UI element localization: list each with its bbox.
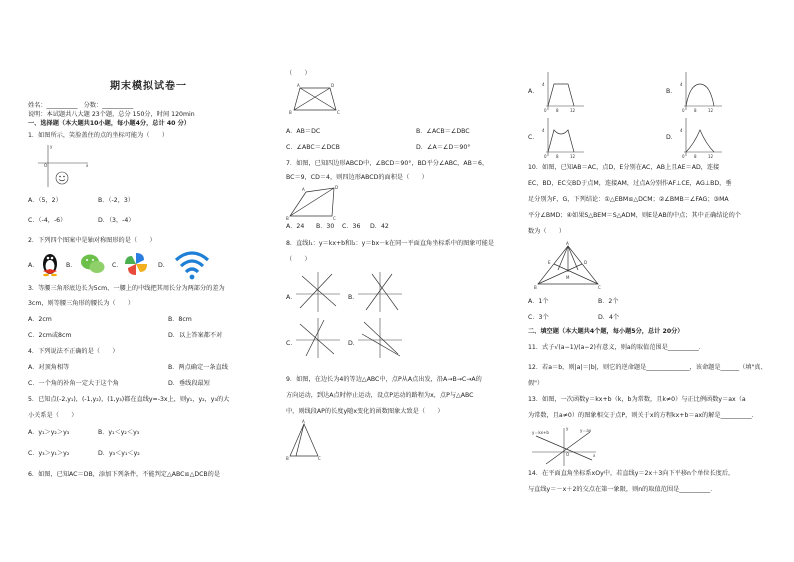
svg-text:8: 8 (694, 108, 697, 113)
q2-option-c: C． (112, 262, 123, 269)
q9-option-a: A． (528, 88, 539, 95)
q7-figure (286, 184, 346, 220)
pinwheel-icon (122, 250, 150, 278)
svg-text:y＝kx+b: y＝kx+b (532, 430, 549, 435)
question-13-line1: 13．如图，一次函数y＝kx+b（k，b为常数，且k≠0）与正比例函数y＝ax（a (528, 396, 746, 403)
question-10-line4: 平分∠BMD；④如果S△BEM＝S△ADM，则E是AB的中点；其中正确结论的个 (528, 212, 741, 219)
q6-option-a: A．AB＝DC (286, 128, 321, 135)
question-14-line1: 14．在平面直角坐标系xOy中，若直线y＝2x＋3向下平移n个单位长度后， (528, 470, 735, 477)
question-10-line1: 10．如图，已知AB＝AC，点D，E分别在AC，AB上且AE＝AD，连接 (528, 164, 720, 171)
section-1-heading: 一、选择题（本大题共10小题，每小题4分，总计 40 分） (28, 120, 190, 127)
q4-option-d: D．垂线段最短 (168, 380, 210, 387)
svg-text:E: E (548, 260, 551, 265)
question-9-line2: 方向运动，到达A点时停止运动，设点P运动的路程为x，点P与△ABC (286, 392, 474, 399)
q8-graph-b (358, 272, 404, 312)
q9-option-c: C． (528, 134, 539, 141)
question-10-line3: 足分别为F，G，下列结论：①△EBM≌△DCM；②∠BMB＝∠FAG；③MA (528, 196, 729, 203)
q9-graph-c (542, 116, 586, 158)
q9-option-d: D． (666, 134, 677, 141)
instructions: 说明：本试题共八大题 23个题，总分 150分，时间 120min (28, 111, 195, 118)
question-10-line5: 数为（ ） (528, 228, 566, 235)
question-3-line1: 3．等腰三角形底边长为5cm，一腰上的中线把其周长分为两部分的差为 (28, 285, 225, 292)
svg-text:C: C (318, 456, 321, 461)
q3-option-a: A．2cm (28, 316, 52, 323)
q2-option-d: D． (158, 262, 169, 269)
svg-text:12: 12 (570, 108, 576, 113)
svg-text:A: A (302, 419, 305, 424)
svg-text:D: D (335, 185, 339, 190)
q5-option-c: C．y₃＞y₁＞y₂ (28, 450, 70, 457)
svg-text:12: 12 (708, 108, 714, 113)
svg-text:y: y (50, 144, 53, 149)
q10-option-b: B．2个 (598, 298, 619, 305)
svg-text:C: C (337, 110, 340, 115)
svg-text:0: 0 (682, 108, 685, 113)
question-2: 2．下列四个图案中是轴对称图形的是（ ） (28, 237, 156, 244)
svg-text:M: M (566, 275, 570, 280)
q4-option-c: C．一个角的补角一定大于这个角 (28, 380, 119, 387)
q10-option-a: A．1个 (528, 298, 549, 305)
q5-option-d: D．y₃＜y₁＜y₂ (98, 450, 140, 457)
q9-option-b: B． (666, 88, 677, 95)
svg-text:4: 4 (680, 128, 683, 133)
q7-option-d: D．42 (370, 223, 389, 230)
q9-graph-a (542, 70, 586, 112)
q6-paren: （ ） (286, 70, 311, 77)
q7-option-c: C．36 (342, 223, 361, 230)
q8-option-c: C． (286, 340, 297, 347)
q3-option-b: B．8cm (168, 316, 192, 323)
question-1: 1．如图所示，笑脸盖住的点的坐标可能为（ ） (28, 132, 169, 139)
svg-text:C: C (333, 216, 336, 221)
svg-text:0: 0 (544, 108, 547, 113)
q8-option-d: D． (348, 340, 359, 347)
svg-text:y＝ax: y＝ax (580, 428, 592, 433)
svg-text:O: O (566, 452, 570, 457)
section-2-heading: 二、填空题（本大题共4个题，每小题5分，总计 20分） (528, 328, 684, 335)
question-14-line2: 与直线y＝－x＋2的交点在第一象限，则n的取值范围是__________． (528, 486, 717, 493)
penguin-icon (40, 252, 62, 276)
q6-option-c: C．∠ABC＝∠DCB (286, 144, 340, 151)
q5-option-b: B．y₁＜y₂＜y₃ (98, 429, 140, 436)
svg-text:O: O (44, 163, 48, 168)
wechat-icon (80, 252, 106, 276)
svg-text:4: 4 (680, 82, 683, 87)
svg-text:A: A (302, 187, 305, 192)
svg-text:C: C (598, 285, 601, 290)
q7-option-b: B．30 (316, 223, 335, 230)
svg-text:8: 8 (694, 154, 697, 159)
q4-option-b: B．两点确定一条直线 (168, 364, 228, 371)
q1-figure (36, 143, 96, 189)
svg-text:B: B (534, 285, 537, 290)
q6-figure (286, 80, 346, 116)
svg-text:0: 0 (544, 154, 547, 159)
svg-text:D: D (331, 83, 335, 88)
q6-option-d: D．∠A＝∠D＝90° (416, 144, 471, 151)
q4-option-a: A．对顶角相等 (28, 364, 70, 371)
q2-option-a: A． (28, 262, 39, 269)
question-7-line1: 7．如图，已知四边形ABCD中，∠BCD＝90°，BD平分∠ABC，AB＝6， (286, 160, 489, 167)
question-13-line2: 为常数，且a≠0）的图象相交于点P，则关于x的方程kx+b＝ax的解是__________． (528, 412, 758, 419)
q7-option-a: A．24 (286, 223, 305, 230)
q9-graph-d (680, 116, 724, 158)
question-7-line2: BC＝9，CD＝4，则四边形ABCD的面积是（ ） (286, 174, 428, 181)
q8-graph-c (296, 318, 342, 358)
q6-option-b: B．∠ACB＝∠DBC (416, 128, 470, 135)
question-8-line2: （ ） (286, 256, 311, 263)
svg-text:4: 4 (542, 82, 545, 87)
question-6: 6．如图，已知AC＝DB，添加下列条件，不能判定△ABC≌△DCB的是 (28, 471, 221, 478)
question-5-line1: 5．已知点(-2,y₁)，(-1,y₂)，(1,y₃)都在直线y=-3x上，则y₁，y₂，y₃的大 (28, 396, 230, 403)
q8-graph-a (296, 272, 342, 312)
svg-text:B: B (286, 216, 289, 221)
svg-text:D: D (584, 260, 588, 265)
svg-text:0: 0 (682, 154, 685, 159)
q1-option-b: B．（-2，3） (98, 197, 135, 204)
q10-option-d: D．4个 (598, 314, 620, 321)
question-8-line1: 8．直线l₁：y＝kx+b和l₂：y＝bx－k在同一平面直角坐标系中的图象可能是 (286, 240, 495, 247)
q3-option-d: D．以上答案都不对 (168, 332, 223, 339)
q8-option-a: A． (286, 294, 297, 301)
q2-option-b: B． (66, 262, 77, 269)
q13-figure (530, 426, 600, 468)
q5-option-a: A．y₁＞y₂＞y₃ (28, 429, 70, 436)
svg-text:x: x (593, 453, 596, 458)
q8-option-b: B． (348, 294, 359, 301)
q10-option-c: C．3个 (528, 314, 549, 321)
q10-figure (534, 242, 604, 292)
question-9-line1: 9．如图，在边长为4的等边△ABC中，点P从A点出发，沿A→B→C→A的 (286, 376, 482, 383)
q1-option-c: C．（-4，-6） (28, 217, 67, 224)
svg-text:8: 8 (556, 154, 559, 159)
svg-text:12: 12 (708, 154, 714, 159)
question-3-line2: 3cm，则等腰三角形的腰长为（ ） (28, 300, 135, 307)
q9-figure (286, 418, 326, 462)
svg-text:y: y (566, 426, 569, 431)
svg-text:8: 8 (556, 108, 559, 113)
q3-option-c: C．2cm或8cm (28, 332, 72, 339)
wifi-icon (172, 248, 212, 280)
svg-text:A: A (297, 83, 300, 88)
question-12-line1: 12．若a＝b，则|a|＝|b|，则它的逆命题是______________，该命题是______（填"真、 (528, 364, 767, 371)
question-4: 4．下列说法不正确的是（ ） (28, 348, 119, 355)
svg-text:x: x (86, 163, 89, 168)
q9-graph-b (680, 70, 724, 112)
q8-graph-d (358, 318, 404, 358)
svg-text:4: 4 (542, 128, 545, 133)
svg-text:B: B (289, 110, 292, 115)
svg-text:B: B (286, 456, 289, 461)
question-12-line2: 假"） (528, 380, 544, 387)
question-9-line3: 中，则线段AP的长度y随x变化的函数图象大致是（ ） (286, 408, 444, 415)
svg-text:A: A (566, 241, 569, 246)
q1-option-d: D．（3，-4） (98, 217, 135, 224)
question-5-line2: 小关系是（ ） (28, 412, 78, 419)
question-10-line2: EC，BD，EC交BD于点M，连接AM，过点A分别作AF⊥CE，AG⊥BD，垂 (528, 180, 732, 187)
svg-text:12: 12 (570, 154, 576, 159)
question-11: 11．式子√(a−1)/(a−2)有意义，则a的取值范围是__________． (528, 344, 705, 351)
q1-option-a: A．（5，2） (28, 197, 62, 204)
exam-title: 期末模拟试卷一 (110, 81, 187, 92)
name-score-line: 姓名：__________ 分数：__________ (28, 102, 134, 109)
